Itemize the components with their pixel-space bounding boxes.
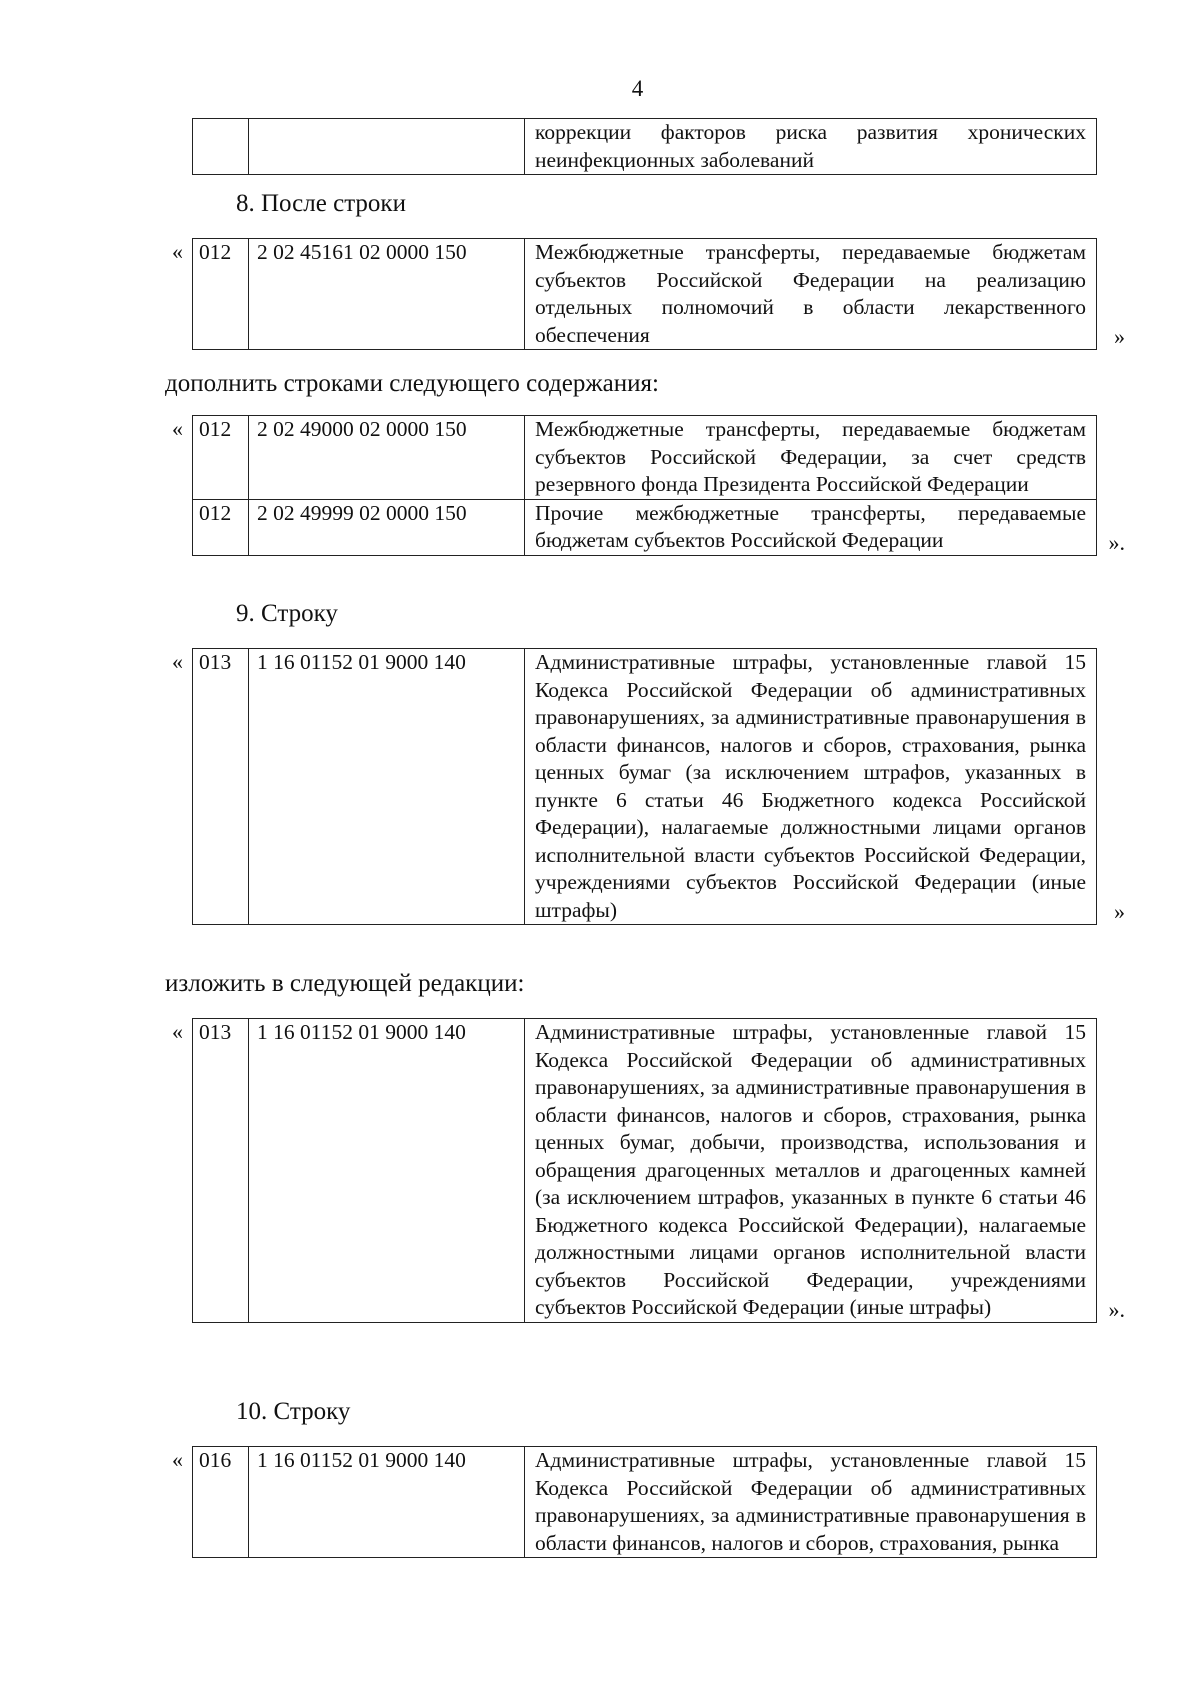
quote-open: « [172, 239, 183, 264]
table-row [193, 119, 1097, 175]
section-8-new-rows-table [172, 415, 1125, 556]
section-9-intro: изложить в следующей редакции: [165, 970, 525, 997]
table-row [193, 649, 1097, 925]
kbk-cell: 1 16 01152 01 9000 140 [249, 1447, 525, 1558]
kbk-cell: 2 02 49999 02 0000 150 [249, 499, 525, 555]
section-8-intro: дополнить строками следующего содержания: [165, 370, 659, 397]
code-cell: 013 [193, 1019, 249, 1323]
section-9-old-row-table [172, 648, 1125, 925]
top-fragment-table [192, 118, 1097, 175]
quote-open: « [172, 416, 183, 441]
table-row [193, 1447, 1097, 1558]
code-cell: 012 [193, 416, 249, 500]
kbk-cell: 1 16 01152 01 9000 140 [249, 1019, 525, 1323]
description-cell: Прочие межбюджетные трансферты, передаваемые бюджетам субъектов Российской Федерации [525, 499, 1097, 555]
code-cell [193, 119, 249, 175]
code-cell: 016 [193, 1447, 249, 1558]
section-8-heading: 8. После строки [236, 190, 406, 217]
description-cell: Межбюджетные трансферты, передаваемые бюджетам субъектов Российской Федерации, за счет средств резервного фонда Президента Российской Федерации [525, 416, 1097, 500]
table-row [193, 416, 1097, 500]
section-9-heading: 9. Строку [236, 600, 338, 627]
section-8-old-row-table [172, 238, 1125, 350]
page-number: 4 [631, 76, 644, 101]
quote-close: » [1114, 899, 1125, 924]
description-cell: Административные штрафы, установленные главой 15 Кодекса Российской Федерации об административных правонарушениях, за административные правонарушения в области финансов, налогов и сборов, страхования, рынка ценных бумаг (за исключением штрафов, указанных в пункте 6 статьи 46 Бюджетного кодекса Российской Федерации), налагаемые должностными лицами органов исполнительной власти субъектов Российской Федерации, учреждениями субъектов Российской Федерации (иные штрафы) [525, 649, 1097, 925]
section-10-heading: 10. Строку [236, 1398, 351, 1425]
description-cell: коррекции факторов риска развития хронических неинфекционных заболеваний [525, 119, 1097, 175]
quote-open: « [172, 1447, 183, 1472]
description-cell: Административные штрафы, установленные главой 15 Кодекса Российской Федерации об административных правонарушениях, за административные правонарушения в области финансов, налогов и сборов, страхования, рынка ценных бумаг, добычи, производства, использования и обращения драгоценных металлов и драгоценных камней (за исключением штрафов, указанных в пункте 6 статьи 46 Бюджетного кодекса Российской Федерации), налагаемые должностными лицами органов исполнительной власти субъектов Российской Федерации, учреждениями субъектов Российской Федерации (иные штрафы) [525, 1019, 1097, 1323]
description-cell: Межбюджетные трансферты, передаваемые бюджетам субъектов Российской Федерации на реализацию отдельных полномочий в области лекарственного обеспечения [525, 239, 1097, 350]
kbk-cell: 2 02 45161 02 0000 150 [249, 239, 525, 350]
code-cell: 012 [193, 499, 249, 555]
kbk-cell: 1 16 01152 01 9000 140 [249, 649, 525, 925]
section-9-new-row-table [172, 1018, 1125, 1323]
kbk-cell [249, 119, 525, 175]
kbk-cell: 2 02 49000 02 0000 150 [249, 416, 525, 500]
quote-close: ». [1108, 529, 1125, 555]
code-cell: 012 [193, 239, 249, 350]
code-cell: 013 [193, 649, 249, 925]
table-row [193, 239, 1097, 350]
table-row [193, 499, 1097, 555]
quote-close: » [1114, 324, 1125, 349]
table-row [193, 1019, 1097, 1323]
quote-open: « [172, 1019, 183, 1044]
quote-open: « [172, 649, 183, 674]
description-cell: Административные штрафы, установленные главой 15 Кодекса Российской Федерации об административных правонарушениях, за административные правонарушения в области финансов, налогов и сборов, страхования, рынка [525, 1447, 1097, 1558]
quote-close: ». [1108, 1296, 1125, 1322]
section-10-row-table [172, 1446, 1097, 1558]
